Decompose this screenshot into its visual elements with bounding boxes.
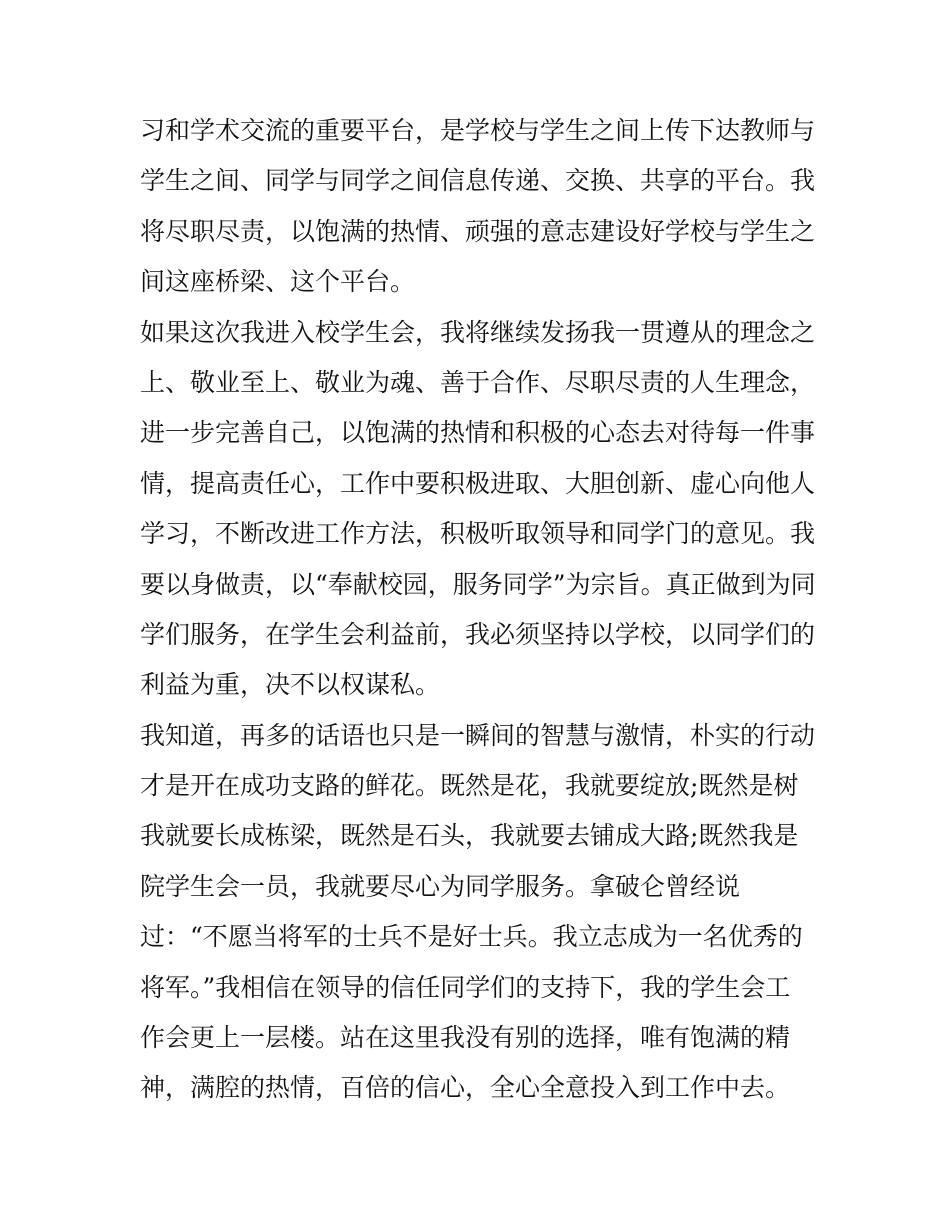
- text-line: 神，满腔的热情，百倍的信心，全心全意投入到工作中去。: [140, 1073, 791, 1103]
- text-line: 过：“不愿当将军的士兵不是好士兵。我立志成为一名优秀的: [140, 922, 803, 952]
- text-line: 上、敬业至上、敬业为魂、善于合作、尽职尽责的人生理念，: [140, 367, 816, 397]
- text-line: 院学生会一员，我就要尽心为同学服务。拿破仑曾经说: [140, 871, 741, 901]
- text-line: 情，提高责任心，工作中要积极进取、大胆创新、虚心向他人: [140, 468, 816, 498]
- text-line: 才是开在成功支路的鲜花。既然是花，我就要绽放;既然是树: [140, 771, 799, 801]
- text-line: 习和学术交流的重要平台，是学校与学生之间上传下达教师与: [140, 116, 816, 145]
- text-line: 将尽职尽责，以饱满的热情、顽强的意志建设好学校与学生之: [140, 216, 816, 246]
- text-line: 我就要长成栋梁，既然是石头，我就要去铺成大路;既然我是: [140, 821, 799, 851]
- text-line: 学们服务，在学生会利益前，我必须坚持以学校，以同学们的: [140, 619, 816, 649]
- text-line: 我知道，再多的话语也只是一瞬间的智慧与激情，朴实的行动: [140, 720, 816, 750]
- text-line: 如果这次我进入校学生会，我将继续发扬我一贯遵从的理念之: [140, 317, 816, 347]
- document-body: [140, 106, 830, 1114]
- text-line: 学生之间、同学与同学之间信息传递、交换、共享的平台。我: [140, 166, 816, 196]
- text-line: 学习，不断改进工作方法，积极听取领导和同学门的意见。我: [140, 519, 816, 549]
- text-line: 将军。”我相信在领导的信任同学们的支持下，我的学生会工: [140, 972, 791, 1002]
- text-line: 要以身做责，以“奉献校园，服务同学”为宗旨。真正做到为同: [140, 569, 816, 599]
- text-line: 利益为重，决不以权谋私。: [140, 670, 441, 700]
- text-line: 进一步完善自己，以饱满的热情和积极的心态去对待每一件事: [140, 418, 816, 448]
- text-line: 作会更上一层楼。站在这里我没有别的选择，唯有饱满的精: [140, 1023, 791, 1053]
- text-line: 间这座桥梁、这个平台。: [140, 267, 416, 297]
